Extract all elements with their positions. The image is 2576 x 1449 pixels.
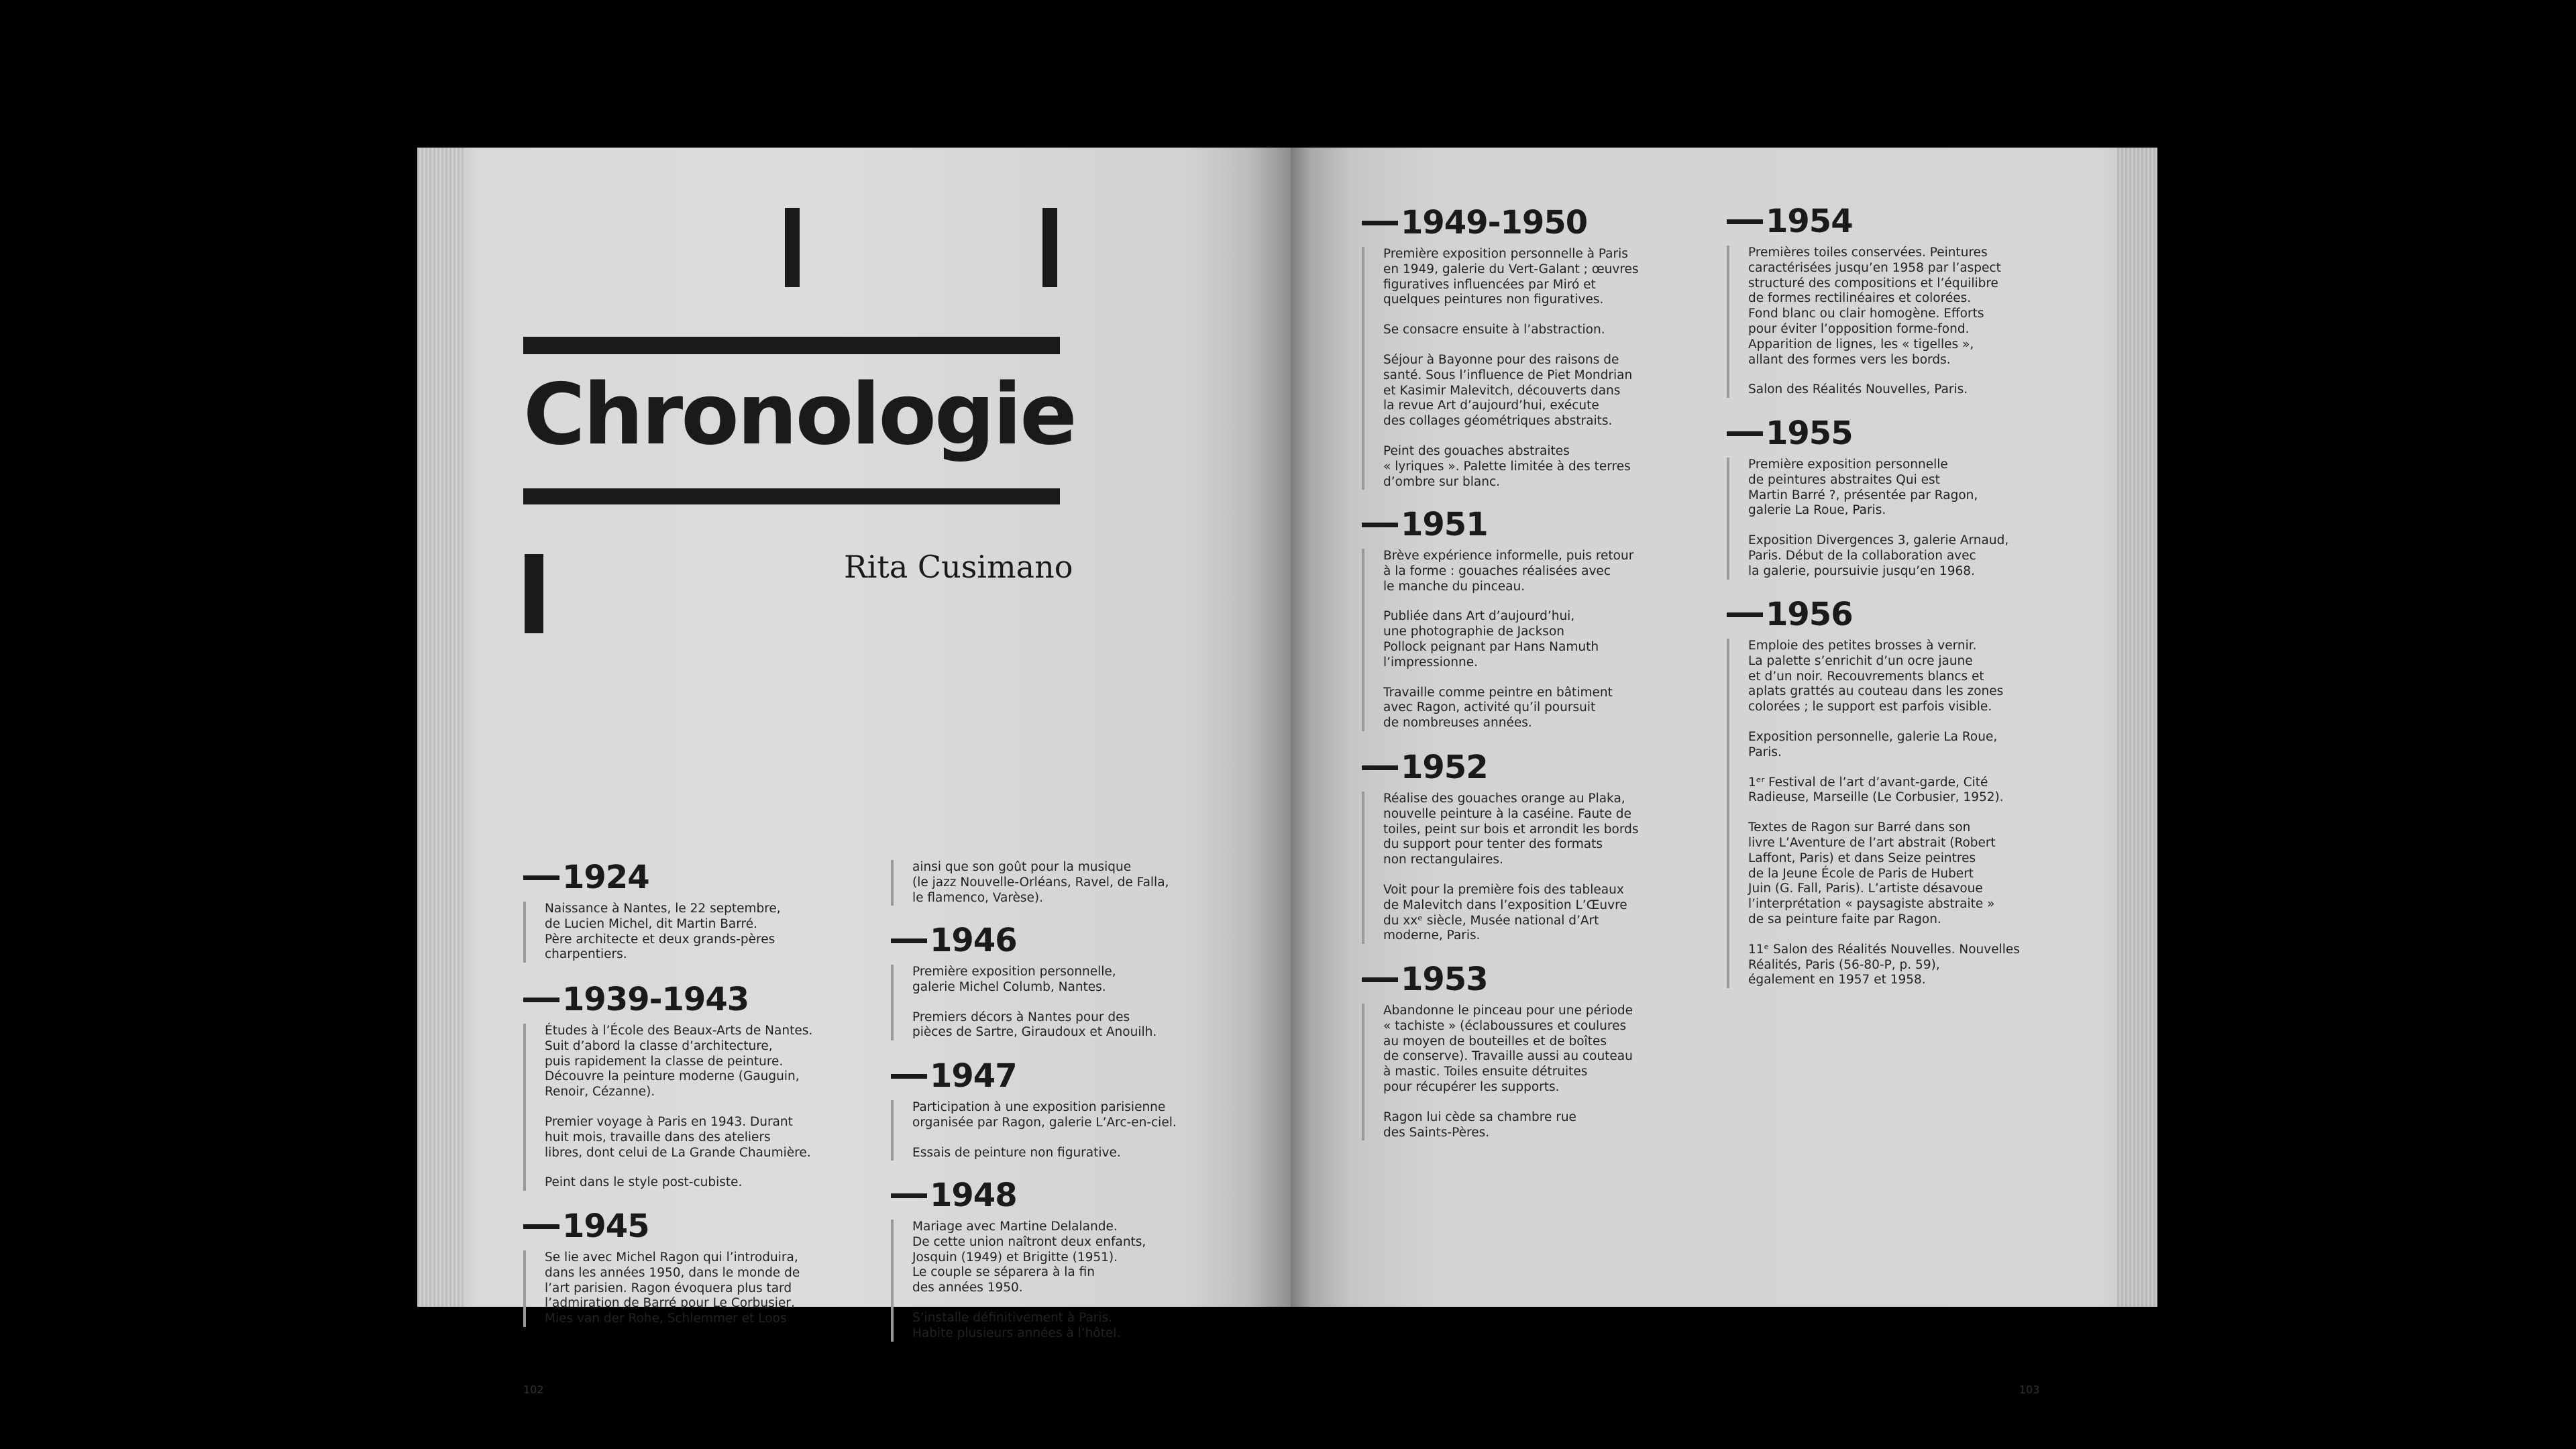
entry-paragraph: Premier voyage à Paris en 1943. Durant huit mois, travaille dans des ateliers libres, dont celui de La Grande Chaumière. — [545, 1114, 811, 1160]
entry-year — [1727, 415, 2049, 452]
open-book — [417, 148, 2157, 1396]
author-name: Rita Cusimano — [844, 549, 1073, 585]
entry-body — [1727, 246, 2049, 398]
year-dash — [1727, 219, 1763, 224]
year-dash — [523, 998, 559, 1002]
year-label: 1945 — [562, 1208, 649, 1245]
entry-paragraph: Premières toiles conservées. Peintures caractérisées jusqu’en 1958 par l’aspect structuré des compositions et l’équilibre de formes rectilinéaires et colorées. Fond blanc ou clair homogène. Efforts pour éviter l’opposition forme-fond. Apparition de lignes, les « tigelles », allant des formes vers les bords. — [1748, 246, 2001, 367]
entry-body — [1727, 639, 2049, 988]
entry-body — [1362, 247, 1684, 490]
page-number: 102 — [523, 1383, 544, 1396]
entry-year — [523, 1208, 839, 1245]
year-dash — [1362, 765, 1398, 770]
decor-bar-bottom-left — [525, 554, 543, 633]
year-label: 1924 — [562, 859, 649, 896]
entry-body — [1727, 458, 2049, 580]
entry-body — [891, 965, 1206, 1040]
year-dash — [891, 1074, 927, 1079]
entry-paragraph: Mariage avec Martine Delalande. De cette union naîtront deux enfants, Josquin (1949) et Brigitte (1951). Le couple se séparera à la fin des années 1950. — [912, 1220, 1146, 1295]
entry-year — [523, 859, 839, 896]
entry-paragraph: Participation à une exposition parisienne organisée par Ragon, galerie L’Arc-en-ciel. — [912, 1100, 1177, 1130]
year-label: 1953 — [1401, 961, 1488, 998]
entry-year — [891, 1057, 1206, 1095]
entry-body — [1362, 1004, 1684, 1140]
entry-body — [1362, 792, 1684, 944]
entry-paragraph: Peint des gouaches abstraites « lyriques ». Palette limitée à des terres d’ombre sur blanc. — [1383, 443, 1631, 489]
chronology-entry — [1727, 203, 2049, 398]
year-dash — [523, 1224, 559, 1229]
entry-paragraph: Premiers décors à Nantes pour des pièces de Sartre, Giraudoux et Anouilh. — [912, 1010, 1157, 1040]
year-label: 1955 — [1766, 415, 1853, 452]
entry-paragraph: Se consacre ensuite à l’abstraction. — [1383, 323, 1605, 337]
year-dash — [523, 875, 559, 880]
entry-paragraph: ainsi que son goût pour la musique (le jazz Nouvelle-Orléans, Ravel, de Falla, le flamenco, Varèse). — [912, 860, 1169, 905]
entry-year — [1362, 749, 1684, 786]
year-dash — [1727, 612, 1763, 617]
page-edges-left — [417, 148, 464, 1307]
entry-year — [891, 922, 1206, 959]
entry-paragraph: Travaille comme peintre en bâtiment avec Ragon, activité qu’il poursuit de nombreuses années. — [1383, 685, 1613, 731]
entry-paragraph: 11ᵉ Salon des Réalités Nouvelles. Nouvelles Réalités, Paris (56-80-P, p. 59), également en 1957 et 1958. — [1748, 942, 2020, 987]
year-dash — [1362, 221, 1398, 225]
chronology-entry — [523, 1208, 839, 1327]
entry-paragraph: Première exposition personnelle, galerie Michel Columb, Nantes. — [912, 965, 1116, 994]
entry-paragraph: Abandonne le pinceau pour une période « tachiste » (éclaboussures et coulures au moyen de bouteilles et de boîtes de conserve). Travaille aussi au couteau à mastic. Toiles ensuite détruites pour récupérer les supports. — [1383, 1004, 1633, 1094]
year-dash — [1362, 977, 1398, 982]
entry-paragraph: S’installe définitivement à Paris. Habite plusieurs années à l’hôtel. — [912, 1310, 1121, 1340]
entry-paragraph: Exposition personnelle, galerie La Roue, Paris. — [1748, 729, 1998, 759]
chronology-entry — [1362, 204, 1684, 490]
entry-body — [523, 902, 839, 963]
year-label: 1954 — [1766, 203, 1853, 240]
left-page — [417, 148, 1291, 1396]
chronology-entry — [1362, 749, 1684, 944]
entry-paragraph: 1ᵉʳ Festival de l’art d’avant-garde, Cité Radieuse, Marseille (Le Corbusier, 1952). — [1748, 775, 2004, 805]
entry-paragraph: Essais de peinture non figurative. — [912, 1145, 1121, 1160]
title-rule-bottom — [523, 488, 1060, 504]
entry-paragraph: Naissance à Nantes, le 22 septembre, de Lucien Michel, dit Martin Barré. Père architecte et deux grands-pères charpentiers. — [545, 902, 781, 962]
title-rule-top — [523, 337, 1060, 354]
entry-paragraph: Réalise des gouaches orange au Plaka, nouvelle peinture à la caséine. Faute de toiles, peint sur bois et arrondit les bords du support pour tenter des formats non rectangulaires. — [1383, 792, 1639, 867]
entry-body — [891, 1220, 1206, 1342]
right-page — [1291, 148, 2157, 1396]
entry-year — [1362, 506, 1684, 543]
entry-paragraph: Voit pour la première fois des tableaux de Malevitch dans l’exposition L’Œuvre du xxᵉ siècle, Musée national d’Art moderne, Paris. — [1383, 882, 1627, 943]
year-label: 1956 — [1766, 596, 1853, 633]
entry-paragraph: Ragon lui cède sa chambre rue des Saints-Pères. — [1383, 1110, 1576, 1140]
page-title: Chronologie — [523, 365, 1075, 464]
entry-body — [523, 1024, 839, 1191]
year-label: 1949-1950 — [1401, 204, 1588, 241]
entry-paragraph: Emploie des petites brosses à vernir. La palette s’enrichit d’un ocre jaune et d’un noir. Recouvrements blancs et aplats grattés au couteau dans les zones colorées ; le support est parfois visible. — [1748, 639, 2004, 714]
entry-year — [1362, 204, 1684, 241]
chronology-entry — [891, 922, 1206, 1040]
chronology-entry — [523, 981, 839, 1191]
chronology-entry — [1727, 415, 2049, 580]
chronology-entry — [1727, 596, 2049, 988]
year-dash — [891, 938, 927, 943]
entry-paragraph: Publiée dans Art d’aujourd’hui, une photographie de Jackson Pollock peignant par Hans Namuth l’impressionne. — [1383, 609, 1599, 669]
chronology-entry — [891, 1057, 1206, 1161]
entry-year — [1362, 961, 1684, 998]
year-label: 1951 — [1401, 506, 1488, 543]
entry-paragraph: Première exposition personnelle à Paris en 1949, galerie du Vert-Galant ; œuvres figuratives influencées par Miró et quelques peintures non figuratives. — [1383, 247, 1639, 307]
year-label: 1952 — [1401, 749, 1488, 786]
entry-paragraph: Séjour à Bayonne pour des raisons de santé. Sous l’influence de Piet Mondrian et Kasimir Malevitch, découverts dans la revue Art d’aujourd’hui, exécute des collages géométriques abstraits. — [1383, 352, 1633, 429]
chronology-entry — [523, 859, 839, 963]
chronology-continuation — [891, 860, 1206, 906]
page-edges-right — [2117, 148, 2157, 1307]
year-label: 1946 — [930, 922, 1017, 959]
entry-paragraph: Salon des Réalités Nouvelles, Paris. — [1748, 382, 1968, 397]
decor-bar-top-left — [785, 208, 800, 287]
year-label: 1939-1943 — [562, 981, 749, 1018]
entry-year — [523, 981, 839, 1018]
chronology-entry — [1362, 506, 1684, 731]
entry-year — [1727, 596, 2049, 633]
year-dash — [1362, 523, 1398, 527]
entry-paragraph: Exposition Divergences 3, galerie Arnaud, Paris. Début de la collaboration avec la galerie, poursuivie jusqu’en 1968. — [1748, 533, 2009, 578]
year-label: 1947 — [930, 1057, 1017, 1095]
entry-paragraph: Peint dans le style post-cubiste. — [545, 1175, 743, 1190]
entry-paragraph: Première exposition personnelle de peintures abstraites Qui est Martin Barré ?, présentée par Ragon, galerie La Roue, Paris. — [1748, 458, 1978, 518]
chronology-entry — [891, 1177, 1206, 1342]
entry-body — [891, 1100, 1206, 1161]
decor-bar-top-right — [1042, 208, 1057, 287]
entry-paragraph: Se lie avec Michel Ragon qui l’introduira, dans les années 1950, dans le monde de l’art parisien. Ragon évoquera plus tard l’admiration de Barré pour Le Corbusier, Mies van der Rohe, Schlemmer et Loos — [545, 1250, 800, 1326]
entry-body — [891, 860, 1206, 906]
entry-year — [1727, 203, 2049, 240]
entry-paragraph: Brève expérience informelle, puis retour à la forme : gouaches réalisées avec le manche du pinceau. — [1383, 549, 1634, 594]
entry-paragraph: Études à l’École des Beaux-Arts de Nantes. Suit d’abord la classe d’architecture, puis rapidement la classe de peinture. Découvre la peinture moderne (Gauguin, Renoir, Cézanne). — [545, 1024, 813, 1099]
year-label: 1948 — [930, 1177, 1017, 1214]
year-dash — [891, 1193, 927, 1198]
entry-body — [523, 1250, 839, 1327]
entry-year — [891, 1177, 1206, 1214]
page-number: 103 — [2019, 1383, 2040, 1396]
entry-paragraph: Textes de Ragon sur Barré dans son livre L’Aventure de l’art abstrait (Robert Laffont, Paris) et dans Seize peintres de la Jeune École de Paris de Hubert Juin (G. Fall, Paris). L’artiste désavoue l’interprétation « paysagiste abstraite » de sa peinture faite par Ragon. — [1748, 820, 1996, 926]
year-dash — [1727, 431, 1763, 436]
chronology-entry — [1362, 961, 1684, 1140]
entry-body — [1362, 549, 1684, 731]
